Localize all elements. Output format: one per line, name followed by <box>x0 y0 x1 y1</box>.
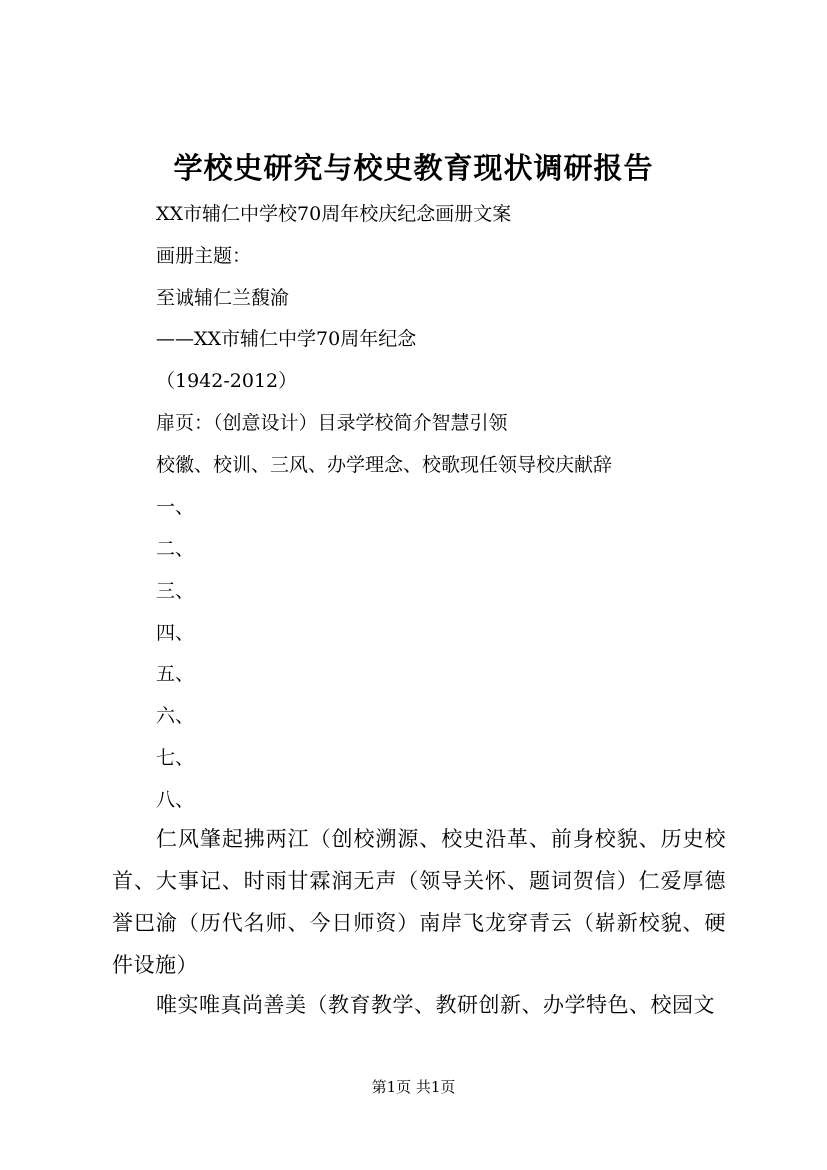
list-item: 八、 <box>156 789 195 811</box>
list-item: 四、 <box>156 622 195 644</box>
list-item: 七、 <box>156 747 195 769</box>
text-line: 校徽、校训、三风、办学理念、校歌现任领导校庆献辞 <box>156 454 613 476</box>
text-line: 至诚辅仁兰馥渝 <box>156 287 290 309</box>
text-line: XX市辅仁中学校70周年校庆纪念画册文案 <box>156 203 512 225</box>
list-item: 五、 <box>156 663 195 685</box>
list-item: 三、 <box>156 580 195 602</box>
list-item: 一、 <box>156 496 195 518</box>
document-title: 学校史研究与校史教育现状调研报告 <box>173 151 654 185</box>
body-paragraph: 仁风肇起拂两江（创校溯源、校史沿革、前身校貌、历史校首、大事记、时雨甘霖润无声（领导关怀、题词贺信）仁爱厚德誉巴渝（历代名师、今日师资）南岸飞龙穿青云（崭新校貌、硬件设施） <box>112 827 726 977</box>
text-line: 扉页：（创意设计）目录学校简介智慧引领 <box>156 412 508 434</box>
list-item: 二、 <box>156 538 195 560</box>
list-item: 六、 <box>156 705 195 727</box>
text-line: 画册主题： <box>156 245 252 267</box>
text-line: （1942-2012） <box>156 370 298 392</box>
text-line: ——XX市辅仁中学70周年纪念 <box>156 328 417 350</box>
body-paragraph: 唯实唯真尚善美（教育教学、教研创新、办学特色、校园文 <box>156 993 715 1017</box>
page-footer: 第1页 共1页 <box>371 1078 456 1096</box>
